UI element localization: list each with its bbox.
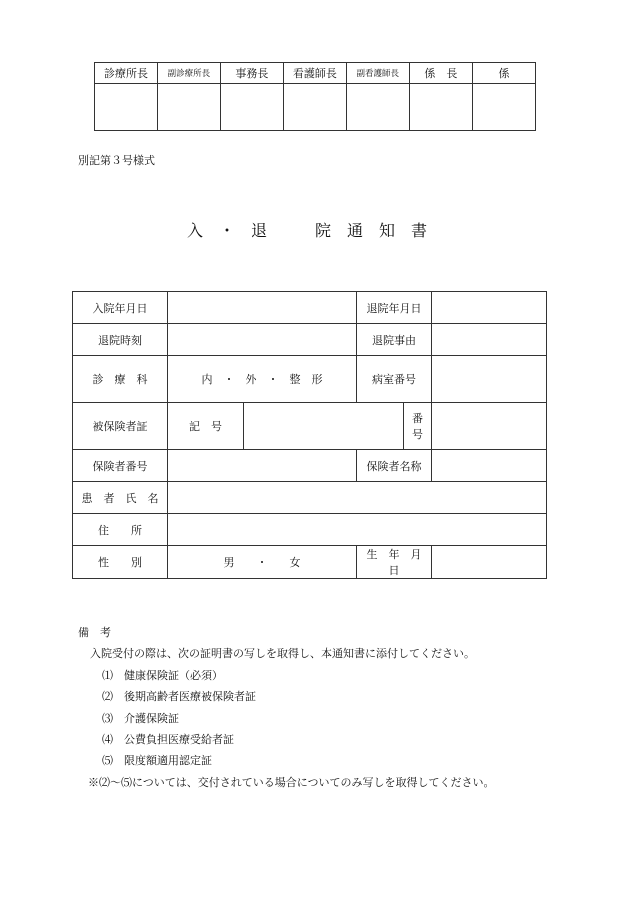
insurer-number-field[interactable] <box>168 450 357 482</box>
notes-intro: 入院受付の際は、次の証明書の写しを取得し、本通知書に添付してください。 <box>90 647 475 661</box>
list-item-number: ⑶ <box>102 711 113 725</box>
approval-header-office-manager: 事務長 <box>220 63 283 84</box>
approval-stamp-box[interactable] <box>220 84 283 131</box>
list-item-text: 公費負担医療受給者証 <box>124 733 234 747</box>
list-item-number: ⑷ <box>102 733 113 747</box>
symbol-label: 記 号 <box>168 403 244 450</box>
form-number-label: 別記第３号様式 <box>78 154 155 167</box>
number-label <box>404 403 435 450</box>
discharge-date-field[interactable] <box>432 292 547 324</box>
list-item-text: 介護保険証 <box>124 711 179 725</box>
list-item-text: 健康保険証（必須） <box>124 668 223 682</box>
discharge-time-field[interactable] <box>168 324 357 356</box>
birth-date-label: 生 年 月 日 <box>357 546 432 579</box>
patient-name-label: 患 者 氏 名 <box>73 482 168 514</box>
discharge-time-label: 退院時刻 <box>73 324 168 356</box>
approval-header-staff: 係 <box>472 63 535 84</box>
address-field[interactable] <box>168 514 547 546</box>
approval-stamp-box[interactable] <box>157 84 220 131</box>
approval-header-deputy-clinic-director: 副診療所長 <box>157 63 220 84</box>
approval-stamp-box[interactable] <box>283 84 346 131</box>
number-field[interactable] <box>432 403 547 450</box>
list-item-text: 限度額適用認定証 <box>124 754 212 768</box>
insurer-name-field[interactable] <box>432 450 547 482</box>
number-label-text: 番 号 <box>412 412 435 441</box>
admission-date-field[interactable] <box>168 292 357 324</box>
symbol-field[interactable] <box>244 403 404 450</box>
list-item <box>78 729 558 750</box>
insurance-card-label: 被保険者証 <box>73 403 168 450</box>
list-item <box>78 708 558 729</box>
room-number-field[interactable] <box>432 356 547 403</box>
department-options[interactable]: 内 ・ 外 ・ 整 形 <box>168 356 357 403</box>
patient-name-field[interactable] <box>168 482 547 514</box>
discharge-reason-field[interactable] <box>432 324 547 356</box>
approval-stamp-box[interactable] <box>346 84 409 131</box>
sex-label: 性 別 <box>73 546 168 579</box>
approval-header-clinic-director: 診療所長 <box>95 63 158 84</box>
approval-stamp-box[interactable] <box>409 84 472 131</box>
document-title-text: 入・退 院通知書 <box>186 221 443 240</box>
list-item <box>78 750 558 771</box>
room-number-label: 病室番号 <box>357 356 432 403</box>
document-title <box>0 218 630 241</box>
list-item <box>78 686 558 707</box>
department-label: 診 療 科 <box>73 356 168 403</box>
birth-date-field[interactable] <box>432 546 547 579</box>
notes-heading: 備 考 <box>78 626 111 639</box>
list-item-number: ⑸ <box>102 754 113 768</box>
approval-stamp-box[interactable] <box>95 84 158 131</box>
list-item-number: ⑵ <box>102 690 113 704</box>
admission-date-label: 入院年月日 <box>73 292 168 324</box>
approval-stamp-box[interactable] <box>472 84 535 131</box>
admission-discharge-form-table <box>72 291 547 579</box>
sex-options[interactable]: 男 ・ 女 <box>168 546 357 579</box>
notes-footnote: ※⑵～⑸については、交付されている場合についてのみ写しを取得してください。 <box>88 775 495 789</box>
list-item-text: 後期高齢者医療被保険者証 <box>124 690 256 704</box>
discharge-reason-label: 退院事由 <box>357 324 432 356</box>
insurer-number-label: 保険者番号 <box>73 450 168 482</box>
approval-stamp-table <box>94 62 536 131</box>
approval-header-head-nurse: 看護師長 <box>283 63 346 84</box>
approval-header-section-chief: 係 長 <box>409 63 472 84</box>
list-item <box>78 665 558 686</box>
address-label: 住 所 <box>73 514 168 546</box>
discharge-date-label: 退院年月日 <box>357 292 432 324</box>
insurer-name-label: 保険者名称 <box>357 450 432 482</box>
notes-section <box>78 622 558 793</box>
list-item-number: ⑴ <box>102 668 113 682</box>
approval-header-deputy-head-nurse: 副看護師長 <box>346 63 409 84</box>
